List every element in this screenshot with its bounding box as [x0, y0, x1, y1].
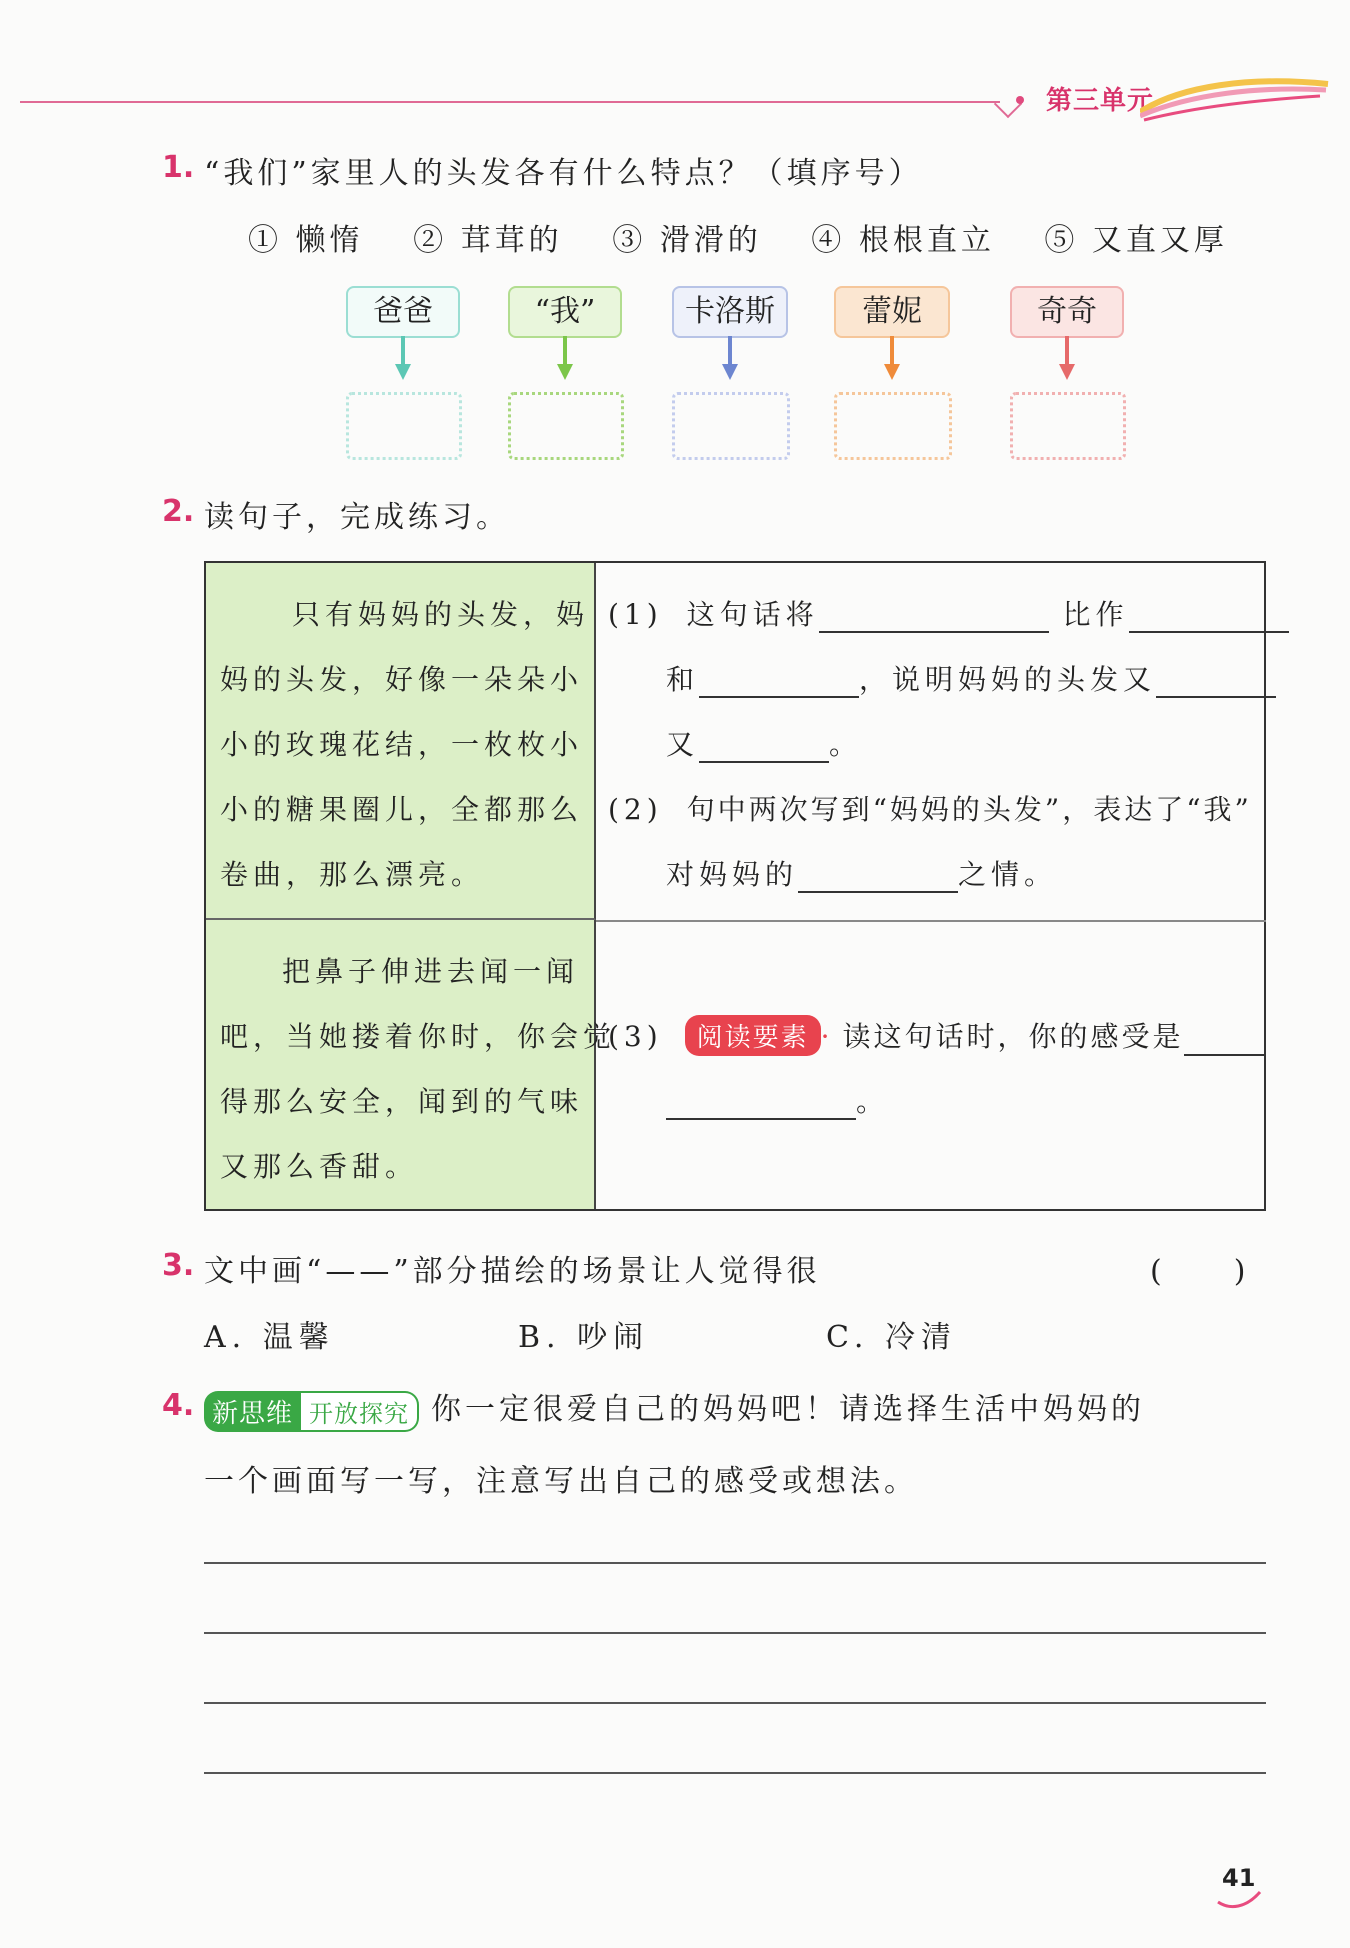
sub-question-2-line1	[608, 788, 1252, 828]
header-dot	[1016, 96, 1024, 104]
answer-blank[interactable]	[666, 1088, 856, 1120]
writing-line[interactable]	[204, 1772, 1266, 1774]
passage2-line: 又那么香甜。	[220, 1150, 419, 1183]
page-number-swoosh	[1216, 1888, 1262, 1910]
q1-option: ③ 滑滑的	[612, 223, 762, 258]
s2-text-c: 之情。	[958, 858, 1058, 891]
passage-cell-2	[206, 920, 617, 1209]
person-label-qiqi: 奇奇	[1010, 286, 1124, 338]
answer-blank[interactable]	[819, 601, 1049, 633]
q1-number: 1.	[162, 150, 195, 185]
q3-choice-a[interactable]: A. 温馨	[204, 1320, 335, 1355]
q1-option: ② 茸茸的	[413, 223, 563, 258]
s3-text-a: 读这句话时，你的感受是	[842, 1020, 1184, 1053]
sub-number: (3)	[608, 1020, 663, 1053]
header-rule	[20, 101, 1000, 103]
q3-choice-c[interactable]: C. 冷清	[826, 1320, 957, 1355]
s1-text-b: 比作	[1062, 598, 1129, 631]
q2-number: 2.	[162, 494, 195, 529]
answer-box-carlos[interactable]	[672, 392, 790, 460]
answer-box-me[interactable]	[508, 392, 624, 460]
answer-box-renee[interactable]	[834, 392, 952, 460]
s1-text-e: 又	[666, 728, 700, 761]
person-label-renee: 蕾妮	[834, 286, 950, 338]
answer-blank[interactable]	[1184, 1024, 1264, 1056]
q2-table	[204, 561, 1266, 1211]
answer-blank[interactable]	[1156, 666, 1276, 698]
sub-question-3-line1: (3) 阅读要素 · 读这句话时，你的感受是	[608, 1015, 1264, 1056]
q1-option: ④ 根根直立	[811, 223, 995, 258]
s2-text-a: 句中两次写到“妈妈的头发”，表达了“我”	[686, 793, 1252, 826]
sub-question-1-line2	[666, 658, 1276, 698]
q4-prompt-b: 一个画面写一写，注意写出自己的感受或想法。	[204, 1464, 918, 1499]
header-chevron	[994, 90, 1022, 118]
unit-title: 第三单元	[1046, 86, 1155, 116]
s3-end: 。	[856, 1085, 890, 1118]
person-label-me: “我”	[508, 286, 622, 338]
writing-line[interactable]	[204, 1562, 1266, 1564]
q3-choice-b[interactable]: B. 吵闹	[518, 1320, 650, 1355]
s1-end: 。	[829, 728, 863, 761]
passage2-line: 得那么安全，闻到的气味	[220, 1085, 584, 1118]
s1-text-a: 这句话将	[686, 598, 819, 631]
passage1-line: 小的糖果圈儿，全都那么	[220, 793, 584, 826]
answer-box-qiqi[interactable]	[1010, 392, 1126, 460]
answer-blank[interactable]	[798, 861, 958, 893]
writing-line[interactable]	[204, 1632, 1266, 1634]
sub-question-3-line2	[666, 1080, 889, 1120]
q4-line1	[204, 1384, 1145, 1432]
q1-prompt: “我们”家里人的头发各有什么特点？（填序号）	[204, 156, 923, 191]
q2-prompt: 读句子，完成练习。	[204, 500, 510, 535]
sub-question-1-line1	[608, 593, 1289, 633]
reading-element-badge: 阅读要素	[685, 1015, 821, 1056]
q1-options	[248, 215, 1268, 259]
answer-blank[interactable]	[699, 731, 829, 763]
passage-cell-1	[206, 563, 596, 920]
q3-answer-bracket[interactable]: ( )	[1150, 1254, 1250, 1289]
passage1-line: 妈的头发，好像一朵朵小	[220, 663, 584, 696]
header-swoosh-decoration	[1140, 76, 1330, 124]
new-thinking-badge: 新思维	[204, 1391, 301, 1432]
q3-number: 3.	[162, 1248, 195, 1283]
q4-prompt-a: 你一定很爱自己的妈妈吧！请选择生活中妈妈的	[431, 1392, 1146, 1427]
passage2-line: 吧，当她搂着你时，你会觉	[220, 1020, 617, 1053]
s2-text-b: 对妈妈的	[666, 858, 799, 891]
answer-box-dad[interactable]	[346, 392, 462, 460]
page-number: 41	[1222, 1864, 1256, 1892]
passage1-line: 小的玫瑰花结，一枚枚小	[220, 728, 584, 761]
sub-question-1-line3	[666, 723, 862, 763]
sub-number: (2)	[608, 793, 663, 826]
q4-number: 4.	[162, 1388, 195, 1423]
open-inquiry-badge: 开放探究	[301, 1391, 419, 1432]
writing-line[interactable]	[204, 1702, 1266, 1704]
passage1-line: 卷曲，那么漂亮。	[220, 858, 485, 891]
q3-prompt: 文中画“——”部分描绘的场景让人觉得很	[204, 1254, 821, 1289]
passage2-line: 把鼻子伸进去闻一闻	[282, 955, 580, 988]
q1-option: ⑤ 又直又厚	[1044, 223, 1228, 258]
q1-option: ① 懒惰	[248, 223, 364, 258]
answer-blank[interactable]	[699, 666, 859, 698]
passage1-line: 只有妈妈的头发，妈	[292, 598, 590, 631]
s1-text-c: 和	[666, 663, 700, 696]
answer-blank[interactable]	[1129, 601, 1289, 633]
q2-row-divider	[596, 920, 1266, 922]
sub-question-2-line2	[666, 853, 1057, 893]
s1-text-d: ，说明妈妈的头发又	[859, 663, 1157, 696]
person-label-carlos: 卡洛斯	[672, 286, 788, 338]
sub-number: (1)	[608, 598, 663, 631]
person-label-dad: 爸爸	[346, 286, 460, 338]
